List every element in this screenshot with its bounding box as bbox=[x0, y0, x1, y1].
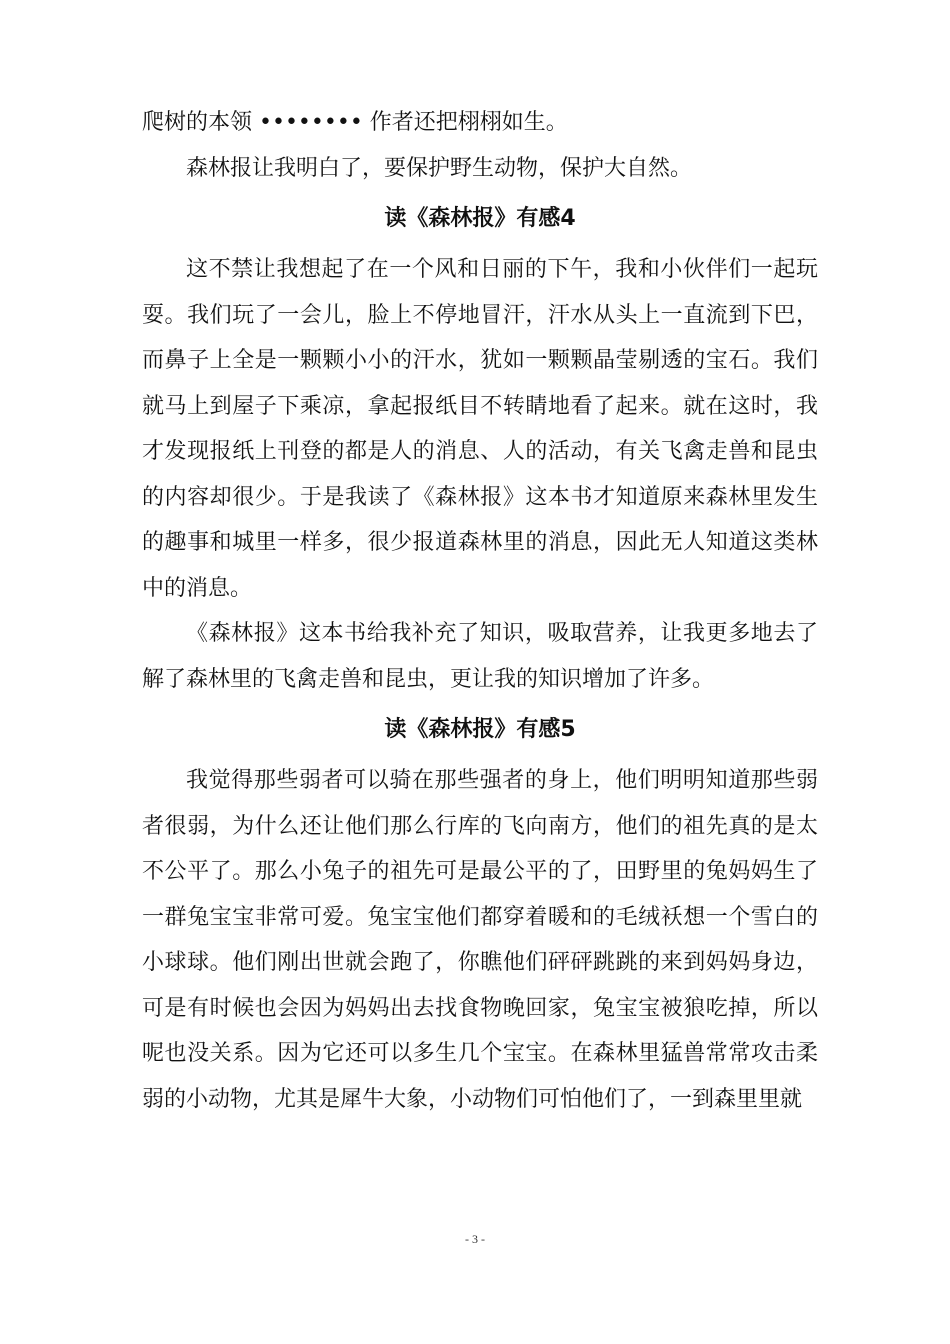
paragraph-continuation: 爬树的本领 •••••••• 作者还把栩栩如生。 bbox=[142, 110, 568, 135]
paragraph-section5-1: 我觉得那些弱者可以骑在那些强者的身上，他们明明知道那些弱者很弱，为什么还让他们那么行库的飞向南方，他们的祖先真的是太不公平了。那么小兔子的祖先可是最公平的了，田野里的兔妈妈生了一群兔宝宝非常可爱。兔宝宝他们都穿着暖和的毛绒袄想一个雪白的小球球。他们刚出世就会跑了，你瞧他们砰砰跳跳的来到妈妈身边，可是有时候也会因为妈妈出去找食物晚回家，兔宝宝被狼吃掉，所以呢也没关系。因为它还可以多生几个宝宝。在森林里猛兽常常攻击柔弱的小动物，尤其是犀牛大象，小动物们可怕他们了，一到森里里就 bbox=[142, 768, 818, 1112]
section-heading-4: 读《森林报》有感4 bbox=[384, 206, 576, 231]
page-number: - 3 - bbox=[465, 1232, 485, 1246]
document-body bbox=[142, 100, 818, 1122]
section-heading-5: 读《森林报》有感5 bbox=[384, 717, 576, 742]
paragraph-section4-2: 《森林报》这本书给我补充了知识，吸取营养，让我更多地去了解了森林里的飞禽走兽和昆虫，更让我的知识增加了许多。 bbox=[142, 621, 818, 692]
paragraph-section4-1: 这不禁让我想起了在一个风和日丽的下午，我和小伙伴们一起玩耍。我们玩了一会儿，脸上不停地冒汗，汗水从头上一直流到下巴，而鼻子上全是一颗颗小小的汗水，犹如一颗颗晶莹剔透的宝石。我们就马上到屋子下乘凉，拿起报纸目不转睛地看了起来。就在这时，我才发现报纸上刊登的都是人的消息、人的活动，有关飞禽走兽和昆虫的内容却很少。于是我读了《森林报》这本书才知道原来森林里发生的趣事和城里一样多，很少报道森林里的消息，因此无人知道这类林中的消息。 bbox=[142, 257, 818, 601]
paragraph-conclusion: 森林报让我明白了，要保护野生动物，保护大自然。 bbox=[186, 155, 693, 181]
